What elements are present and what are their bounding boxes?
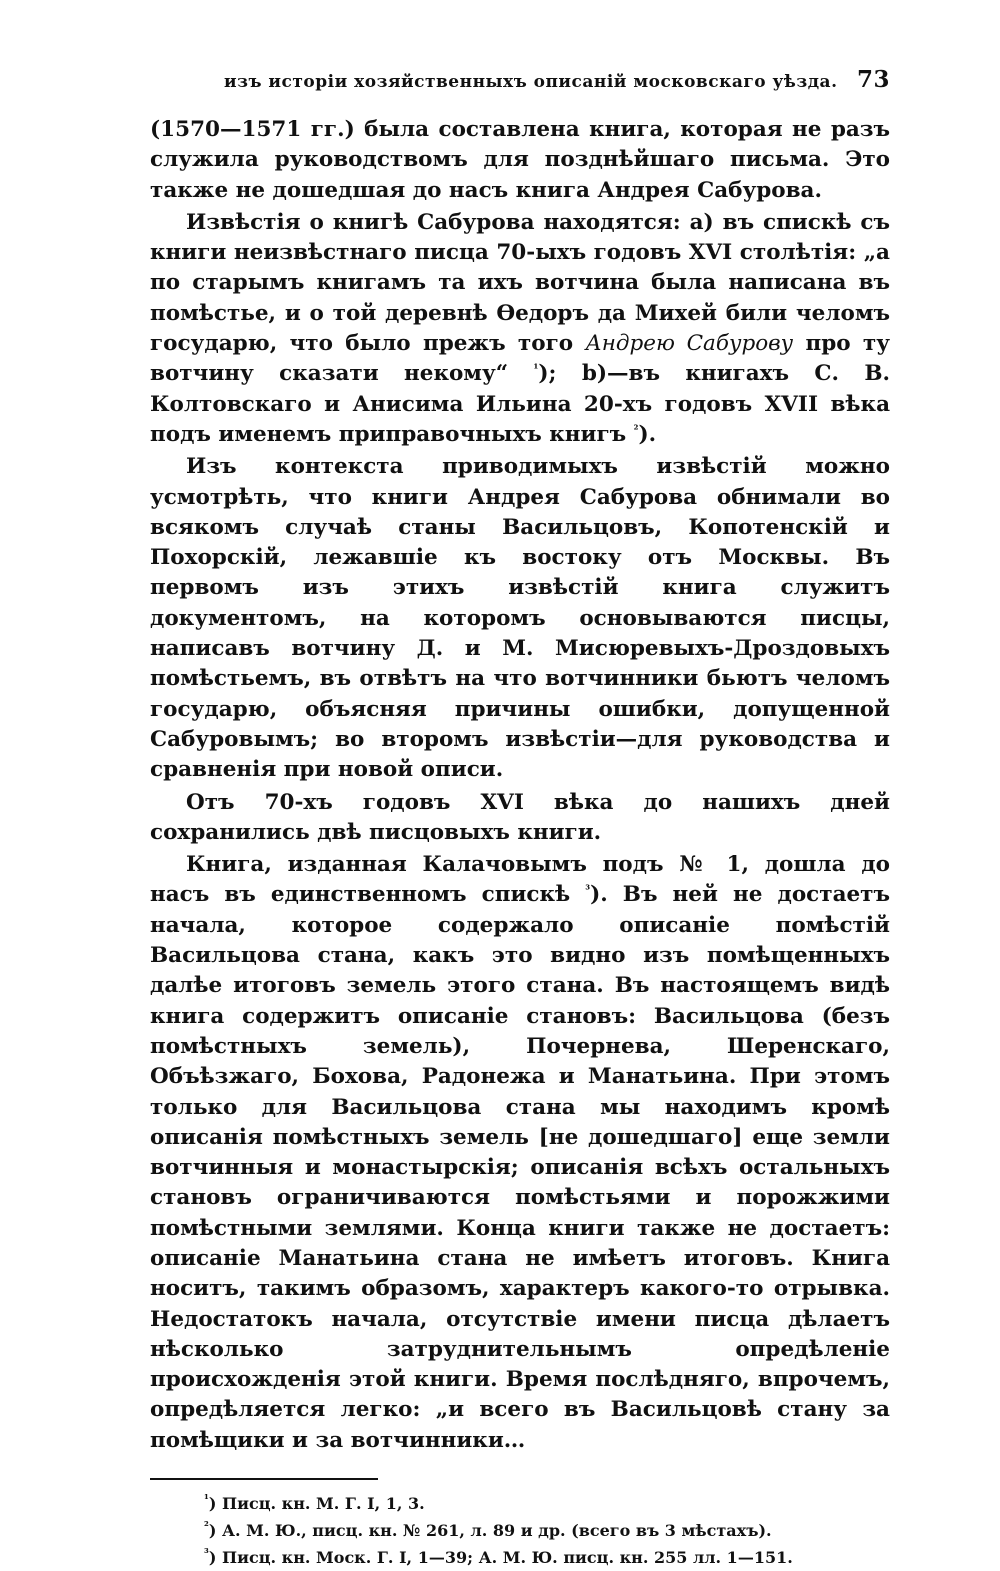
footnote-mark: ² [204,1519,209,1533]
footnote-text: ) Писц. кн. М. Г. I, 1, 3. [208,1494,425,1514]
body-text [150,115,890,1456]
footnote-mark: ³ [204,1546,209,1560]
footnote-ref-1: ¹ [533,362,539,376]
page-number: 73 [856,66,890,93]
paragraph-2-text-a: Извѣстія о книгѣ Сабурова находятся: а) въ спискѣ съ книги неизвѣстнаго писца 70-ыхъ годовъ XVI столѣтія: „а по старымъ книгамъ та ихъ вотчина была написана въ помѣстье, и о той деревнѣ Ѳедоръ да Михей били челомъ государю, что было прежъ того [150,209,890,357]
footnote-2 [150,1517,890,1544]
paragraph-3: Изъ контекста приводимыхъ извѣстій можно усмотрѣть, что книги Андрея Сабурова обнимали во всякомъ случаѣ станы Васильцовъ, Копотенскій и Похорскій, лежавшіе къ востоку отъ Москвы. Въ первомъ изъ этихъ извѣстій книга служитъ документомъ, на которомъ основываются писцы, написавъ вотчину Д. и М. Мисюревыхъ-Дроздовыхъ помѣстьемъ, въ отвѣтъ на что вотчинники бьютъ челомъ государю, объясняя причины ошибки, допущенной Сабуровымъ; во второмъ извѣстіи—для руководства и сравненія при новой описи. [150,454,890,783]
paragraph-2 [150,208,890,450]
paragraph-5 [150,850,890,1456]
paragraph-2-italic: Андрею Сабурову [585,331,794,357]
footnote-text: ) Писц. кн. Моск. Г. I, 1—39; А. М. Ю. писц. кн. 255 лл. 1—151. [208,1548,793,1568]
paragraph-2-text-b: про ту вотчину сказати некому“ [150,331,890,387]
paragraph-1: (1570—1571 гг.) была составлена книга, которая не разъ служила руководствомъ для позднѣйшаго письма. Это также не дошедшая до насъ книга Андрея Сабурова. [150,117,890,203]
footnotes [150,1490,890,1571]
running-title: изъ исторіи хозяйственныхъ описаній московскаго уѣзда. [224,72,838,92]
paragraph-5-text-b: ). Въ ней не достаетъ начала, которое содержало описаніе помѣстій Васильцова стана, какъ это видно изъ помѣщенныхъ далѣе итоговъ земель этого стана. Въ настоящемъ видѣ книга содержитъ описаніе становъ: Васильцова (безъ помѣстныхъ земель), Почернева, Шеренскаго, Объѣзжаго, Бохова, Радонежа и Манатьина. При этомъ только для Васильцова стана мы находимъ кромѣ описанія помѣстныхъ земель [не дошедшаго] еще земли вотчинныя и монастырскія; описанія всѣхъ остальныхъ становъ ограничиваются помѣстьями и порожжими помѣстными землями. Конца книги также не достаетъ: описаніе Манатьина стана не имѣетъ итоговъ. Книга носитъ, такимъ образомъ, характеръ какого-то отрывка. Недостатокъ начала, отсутствіе имени писца дѣлаетъ нѣсколько затруднительнымъ опредѣленіе происхожденія этой книги. Время послѣдняго, впрочемъ, опредѣляется легко: „и всего въ Васильцовѣ стану за помѣщики и за вотчинники… [150,882,890,1453]
footnote-text: ) А. М. Ю., писц. кн. № 261, л. 89 и др. (всего въ 3 мѣстахъ). [208,1521,772,1541]
footnote-divider [150,1478,378,1480]
document-page [150,66,890,1571]
paragraph-4: Отъ 70-хъ годовъ XVI вѣка до нашихъ дней сохранились двѣ писцовыхъ книги. [150,789,890,845]
footnote-ref-2: ² [633,422,639,436]
page-header [224,66,890,93]
footnote-ref-3: ³ [585,883,591,897]
footnote-mark: ¹ [204,1492,209,1506]
paragraph-5-text-a: Книга, изданная Калачовымъ подъ № 1, дошла до насъ въ единственномъ спискѣ [150,852,890,908]
footnote-1 [150,1490,890,1517]
paragraph-2-text-c: ); b)—въ книгахъ С. В. Колтовскаго и Анисима Ильина 20-хъ годовъ XVII вѣка подъ именемъ приправочныхъ книгъ [150,361,890,447]
footnote-3 [150,1544,890,1571]
paragraph-2-text-d: ). [638,421,657,447]
